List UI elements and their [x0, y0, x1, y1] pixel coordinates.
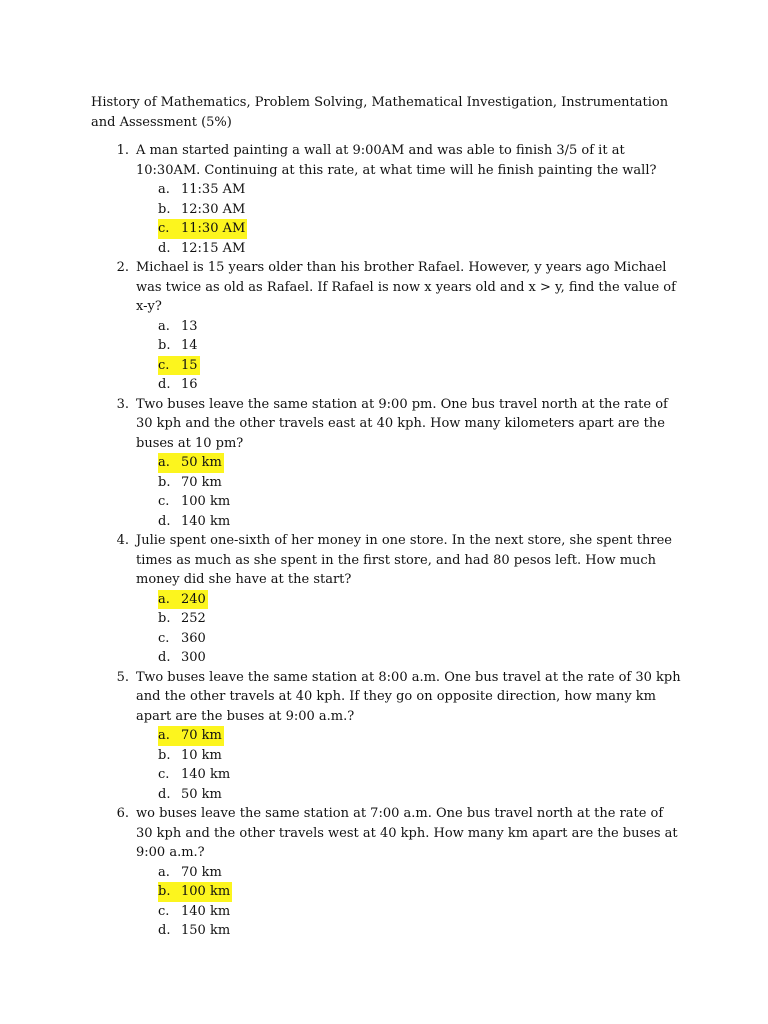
- option-letter: c.: [158, 767, 170, 782]
- question-list: [91, 141, 681, 941]
- question-item: [91, 531, 681, 668]
- option-text: 360: [181, 630, 206, 646]
- option-letter: a.: [158, 455, 170, 470]
- question-text: A man started painting a wall at 9:00AM and was able to finish 3/5 of it at 10:30AM. Continuing at this rate, at what time will he finish painting the wall?: [136, 143, 657, 178]
- answer-option-content: [158, 317, 200, 337]
- answer-option-content: [158, 492, 232, 512]
- document-title: History of Mathematics, Problem Solving, Mathematical Investigation, Instrumentation and Assessment (5%): [91, 95, 669, 130]
- answer-option-content: [158, 629, 208, 649]
- highlighted-answer: [158, 356, 200, 376]
- question-number: 5.: [116, 669, 129, 685]
- option-text: 50 km: [181, 455, 222, 470]
- option-text: 16: [181, 377, 198, 392]
- option-text: 70 km: [181, 474, 222, 490]
- highlighted-answer: [158, 453, 224, 473]
- question-text: Julie spent one-sixth of her money in one store. In the next store, she spent three times as much as she spent in the first store, and had 80 pesos left. How much money did she have at the start?: [136, 533, 672, 587]
- answer-option-content: [158, 200, 247, 220]
- option-letter: d.: [158, 923, 171, 938]
- option-text: 100 km: [181, 884, 231, 899]
- option-text: 150 km: [181, 923, 231, 938]
- question-stem: [91, 141, 681, 180]
- option-letter: d.: [158, 513, 171, 529]
- question-number: 2.: [116, 260, 129, 275]
- option-text: 12:30 AM: [181, 201, 246, 217]
- question-text: wo buses leave the same station at 7:00 a.m. One bus travel north at the rate of 30 kph and the other travels west at 40 kph. How many km apart are the buses at 9:00 a.m.?: [136, 806, 678, 860]
- option-text: 70 km: [181, 728, 222, 743]
- answer-option: [158, 921, 681, 941]
- option-letter: d.: [158, 377, 171, 392]
- answer-option: [158, 785, 681, 805]
- answer-option: [158, 375, 681, 395]
- question-number: 3.: [116, 396, 129, 412]
- answer-option-content: [158, 512, 232, 532]
- answer-option: [158, 239, 681, 259]
- option-letter: b.: [158, 474, 171, 490]
- option-letter: a.: [158, 318, 170, 334]
- answer-option-content: [158, 609, 208, 629]
- answer-options: [91, 180, 681, 258]
- option-letter: b.: [158, 201, 171, 217]
- answer-option-content: [158, 239, 247, 259]
- option-letter: a.: [158, 728, 170, 743]
- option-letter: b.: [158, 884, 171, 899]
- question-text: Two buses leave the same station at 8:00 a.m. One bus travel at the rate of 30 kph and the other travels at 40 kph. If they go on opposite direction, how many km apart are the buses at 9:00 a.m.?: [136, 669, 681, 724]
- highlighted-answer: [158, 590, 208, 610]
- answer-option: [158, 336, 681, 356]
- answer-options: [91, 863, 681, 941]
- option-text: 11:35 AM: [181, 182, 246, 197]
- answer-option-content: [158, 765, 232, 785]
- question-number: 6.: [116, 806, 129, 821]
- option-text: 300: [181, 650, 206, 665]
- option-text: 11:30 AM: [181, 221, 246, 236]
- option-text: 252: [181, 611, 206, 626]
- answer-options: [91, 317, 681, 395]
- answer-option: [158, 317, 681, 337]
- option-text: 15: [181, 357, 198, 373]
- option-text: 12:15 AM: [181, 240, 246, 256]
- answer-option-content: [158, 336, 200, 356]
- answer-options: [91, 726, 681, 804]
- answer-option: [158, 512, 681, 532]
- answer-option-content: [158, 473, 224, 493]
- option-letter: a.: [158, 591, 170, 607]
- option-text: 140 km: [181, 903, 231, 919]
- option-text: 13: [181, 318, 198, 334]
- option-text: 240: [181, 591, 206, 607]
- answer-option: [158, 746, 681, 766]
- highlighted-answer: [158, 726, 224, 746]
- option-letter: b.: [158, 611, 171, 626]
- question-item: [91, 668, 681, 805]
- option-letter: b.: [158, 747, 171, 763]
- question-stem: [91, 668, 681, 727]
- question-number: 1.: [116, 143, 129, 158]
- answer-option: [158, 648, 681, 668]
- answer-options: [91, 590, 681, 668]
- question-stem: [91, 395, 681, 454]
- answer-option: [158, 902, 681, 922]
- answer-option: [158, 629, 681, 649]
- answer-option: [158, 219, 681, 239]
- option-letter: c.: [158, 630, 170, 646]
- question-item: [91, 258, 681, 395]
- option-letter: d.: [158, 650, 171, 665]
- question-item: [91, 141, 681, 258]
- option-letter: c.: [158, 221, 170, 236]
- document-page: [91, 93, 681, 941]
- answer-option-content: [158, 746, 224, 766]
- answer-option-content: [158, 180, 247, 200]
- option-text: 140 km: [181, 767, 231, 782]
- highlighted-answer: [158, 219, 247, 239]
- question-stem: [91, 804, 681, 863]
- option-letter: d.: [158, 240, 171, 256]
- question-number: 4.: [116, 533, 129, 548]
- option-letter: b.: [158, 338, 171, 353]
- answer-option-content: [158, 921, 232, 941]
- question-item: [91, 804, 681, 941]
- option-text: 10 km: [181, 747, 222, 763]
- answer-option: [158, 590, 681, 610]
- option-letter: c.: [158, 903, 170, 919]
- answer-option: [158, 356, 681, 376]
- question-text: Michael is 15 years older than his brother Rafael. However, y years ago Michael was twice as old as Rafael. If Rafael is now x years old and x > y, find the value of x-y?: [136, 260, 676, 314]
- option-letter: a.: [158, 182, 170, 197]
- option-text: 70 km: [181, 864, 222, 880]
- option-text: 140 km: [181, 513, 231, 529]
- answer-option: [158, 765, 681, 785]
- option-letter: a.: [158, 864, 170, 880]
- question-item: [91, 395, 681, 532]
- answer-option: [158, 453, 681, 473]
- option-text: 14: [181, 338, 198, 353]
- answer-option-content: [158, 902, 232, 922]
- answer-option: [158, 863, 681, 883]
- answer-option: [158, 473, 681, 493]
- answer-option: [158, 492, 681, 512]
- option-letter: c.: [158, 357, 170, 373]
- answer-option-content: [158, 785, 224, 805]
- option-letter: c.: [158, 494, 170, 509]
- answer-option: [158, 726, 681, 746]
- answer-option: [158, 200, 681, 220]
- answer-option: [158, 609, 681, 629]
- option-letter: d.: [158, 786, 171, 802]
- answer-option-content: [158, 375, 200, 395]
- answer-option: [158, 882, 681, 902]
- answer-option-content: [158, 648, 208, 668]
- answer-option-content: [158, 863, 224, 883]
- highlighted-answer: [158, 882, 232, 902]
- question-text: Two buses leave the same station at 9:00 pm. One bus travel north at the rate of 30 kph and the other travels east at 40 kph. How many kilometers apart are the buses at 10 pm?: [136, 396, 668, 451]
- question-stem: [91, 258, 681, 317]
- option-text: 100 km: [181, 494, 231, 509]
- option-text: 50 km: [181, 786, 222, 802]
- answer-option: [158, 180, 681, 200]
- answer-options: [91, 453, 681, 531]
- question-stem: [91, 531, 681, 590]
